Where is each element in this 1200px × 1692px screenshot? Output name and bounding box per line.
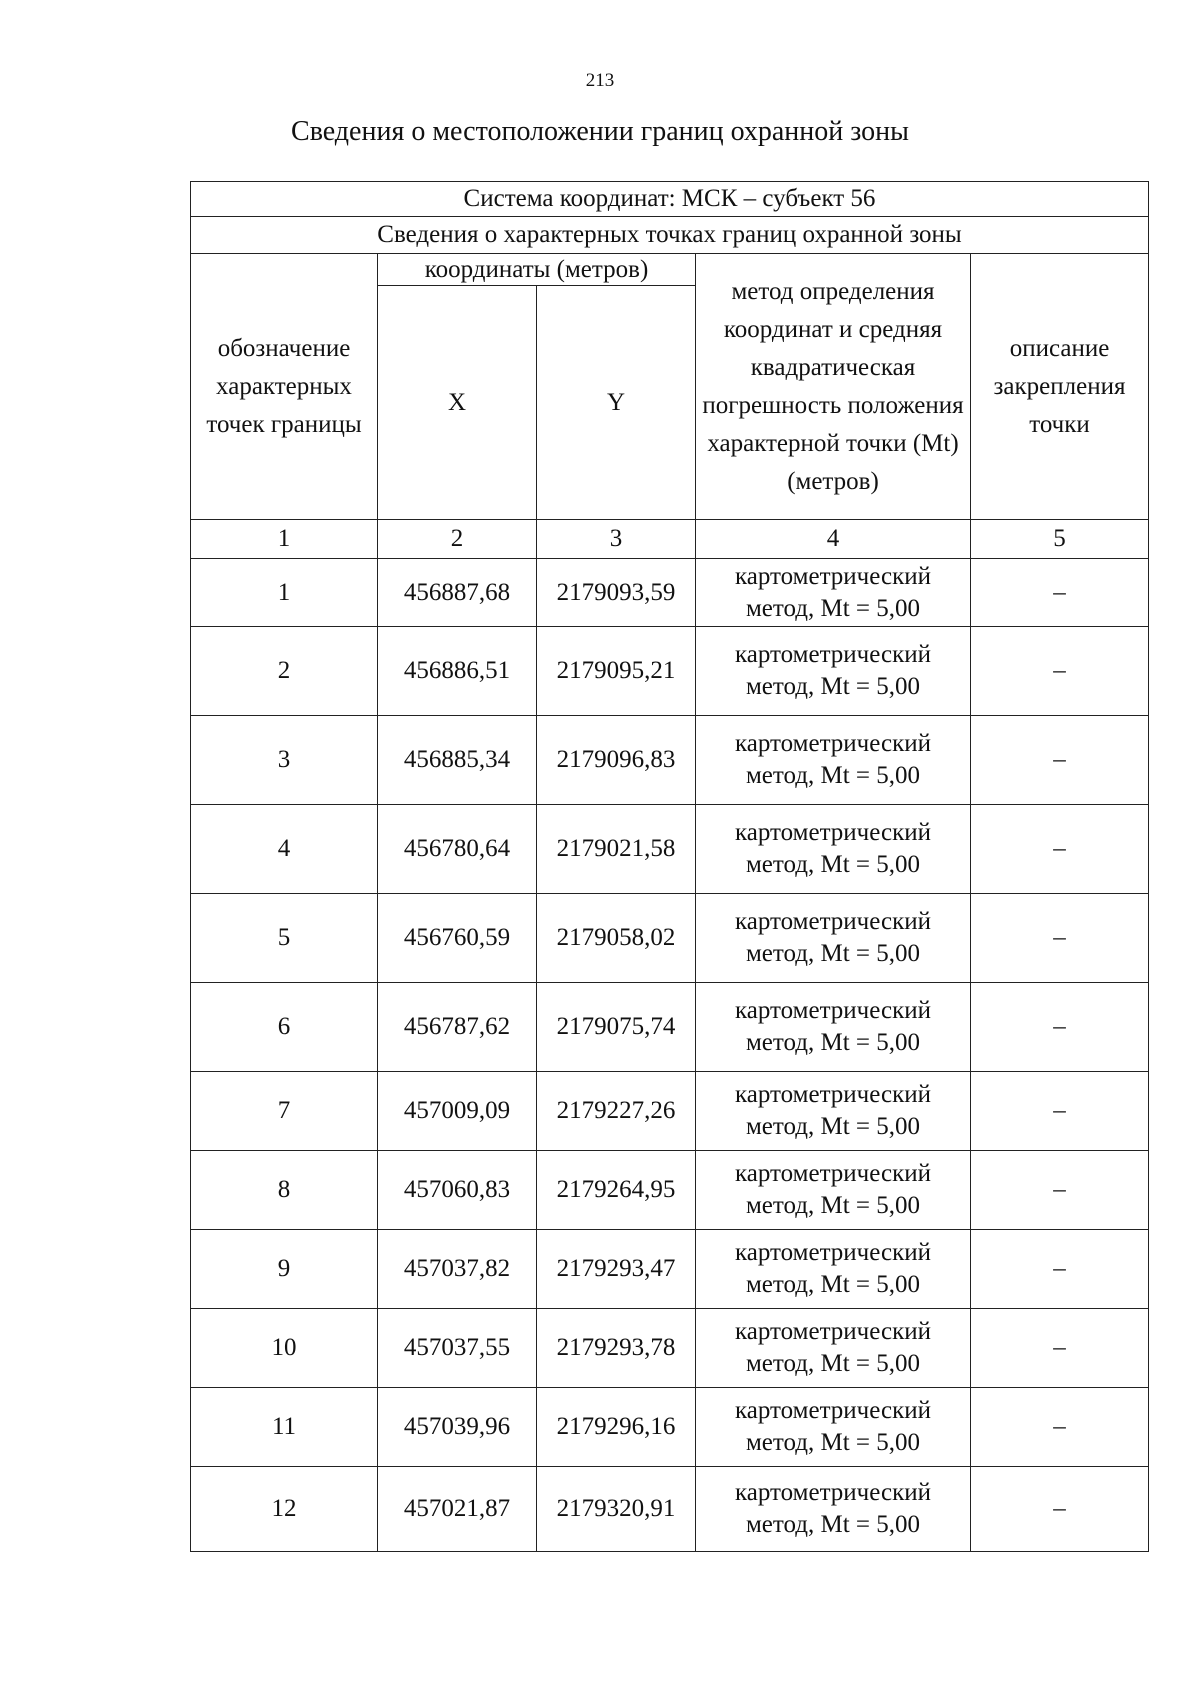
method-line: метод, Mt = 5,00 [745,1192,921,1219]
point-id-cell: 2 [191,627,378,716]
method-line: картометрический [735,1479,931,1506]
fixing-cell: – [971,627,1149,716]
section-title-row [191,217,1149,254]
method-line: картометрический [735,1160,931,1187]
method-line: метод, Mt = 5,00 [745,1113,921,1140]
page-number: 213 [585,70,615,91]
table-row [191,1072,1149,1151]
fixing-cell: – [971,1230,1149,1309]
table-row [191,1467,1149,1552]
column-number-row [191,520,1149,559]
header-x: X [378,286,537,520]
point-id-cell: 11 [191,1388,378,1467]
table-row [191,1388,1149,1467]
x-coordinate-cell: 456787,62 [378,983,537,1072]
table-row [191,983,1149,1072]
fixing-cell: – [971,894,1149,983]
header-method: метод определения координат и средняя квадратическая погрешность положения характерной точки (Mt) (метров) [696,254,971,520]
y-coordinate-cell: 2179296,16 [537,1388,696,1467]
method-line: метод, Mt = 5,00 [745,1350,921,1377]
point-id-cell: 7 [191,1072,378,1151]
x-coordinate-cell: 457037,55 [378,1309,537,1388]
y-coordinate-cell: 2179293,47 [537,1230,696,1309]
column-number: 2 [378,520,537,559]
table-body [191,182,1149,1552]
method-cell [696,1388,971,1467]
method-line: метод, Mt = 5,00 [745,1511,921,1538]
point-id-cell: 8 [191,1151,378,1230]
method-cell [696,1467,971,1552]
header-point-designation: обозначение характерных точек границы [191,254,378,520]
x-coordinate-cell: 457039,96 [378,1388,537,1467]
method-line: метод, Mt = 5,00 [745,594,921,622]
method-line: метод, Mt = 5,00 [745,1271,921,1298]
method-line: метод, Mt = 5,00 [745,762,921,789]
x-coordinate-cell: 457009,09 [378,1072,537,1151]
document-title: Сведения о местоположении границ охранной зоны [291,116,909,147]
section-title-cell: Сведения о характерных точках границ охранной зоны [191,217,1149,254]
method-line: картометрический [735,997,931,1024]
x-coordinate-cell: 456886,51 [378,627,537,716]
method-line: картометрический [735,908,931,935]
fixing-cell: – [971,1072,1149,1151]
point-id-cell: 1 [191,559,378,627]
y-coordinate-cell: 2179293,78 [537,1309,696,1388]
point-id-cell: 6 [191,983,378,1072]
fixing-cell: – [971,1388,1149,1467]
method-line: картометрический [735,1397,931,1424]
table-row [191,805,1149,894]
column-header-row [191,254,1149,286]
y-coordinate-cell: 2179096,83 [537,716,696,805]
method-line: метод, Mt = 5,00 [745,940,921,967]
method-line: картометрический [735,641,931,668]
table-row [191,1309,1149,1388]
method-line: метод, Mt = 5,00 [745,851,921,878]
table-row [191,894,1149,983]
x-coordinate-cell: 456887,68 [378,559,537,627]
fixing-cell: – [971,1151,1149,1230]
table-row [191,559,1149,627]
y-coordinate-cell: 2179264,95 [537,1151,696,1230]
method-line: картометрический [735,562,931,590]
point-id-cell: 4 [191,805,378,894]
method-cell [696,1151,971,1230]
point-id-cell: 3 [191,716,378,805]
x-coordinate-cell: 457060,83 [378,1151,537,1230]
method-line: картометрический [735,1318,931,1345]
method-line: метод, Mt = 5,00 [745,1029,921,1056]
y-coordinate-cell: 2179093,59 [537,559,696,627]
method-cell [696,1309,971,1388]
table-row [191,627,1149,716]
y-coordinate-cell: 2179095,21 [537,627,696,716]
method-line: метод, Mt = 5,00 [745,1429,921,1456]
method-cell [696,983,971,1072]
y-coordinate-cell: 2179021,58 [537,805,696,894]
column-number: 3 [537,520,696,559]
x-coordinate-cell: 456780,64 [378,805,537,894]
coord-system-cell: Система координат: МСК – субъект 56 [191,182,1149,217]
x-coordinate-cell: 457037,82 [378,1230,537,1309]
y-coordinate-cell: 2179075,74 [537,983,696,1072]
point-id-cell: 10 [191,1309,378,1388]
method-cell [696,805,971,894]
table-row [191,1230,1149,1309]
header-y: Y [537,286,696,520]
method-line: картометрический [735,1081,931,1108]
method-line: картометрический [735,1239,931,1266]
boundary-points-table [190,181,1149,1552]
column-number: 5 [971,520,1149,559]
column-number: 1 [191,520,378,559]
method-cell [696,894,971,983]
fixing-cell: – [971,805,1149,894]
method-line: картометрический [735,819,931,846]
point-id-cell: 9 [191,1230,378,1309]
fixing-cell: – [971,559,1149,627]
method-line: метод, Mt = 5,00 [745,673,921,700]
y-coordinate-cell: 2179058,02 [537,894,696,983]
method-cell [696,627,971,716]
method-cell [696,1072,971,1151]
y-coordinate-cell: 2179320,91 [537,1467,696,1552]
x-coordinate-cell: 456760,59 [378,894,537,983]
coord-system-row [191,182,1149,217]
fixing-cell: – [971,1309,1149,1388]
x-coordinate-cell: 457021,87 [378,1467,537,1552]
header-coordinates: координаты (метров) [378,254,696,286]
method-cell [696,559,971,627]
x-coordinate-cell: 456885,34 [378,716,537,805]
table-row [191,1151,1149,1230]
point-id-cell: 5 [191,894,378,983]
fixing-cell: – [971,983,1149,1072]
method-cell [696,716,971,805]
point-id-cell: 12 [191,1467,378,1552]
y-coordinate-cell: 2179227,26 [537,1072,696,1151]
column-number: 4 [696,520,971,559]
header-fixing: описание закрепления точки [971,254,1149,520]
table-row [191,716,1149,805]
fixing-cell: – [971,716,1149,805]
method-line: картометрический [735,730,931,757]
method-cell [696,1230,971,1309]
fixing-cell: – [971,1467,1149,1552]
